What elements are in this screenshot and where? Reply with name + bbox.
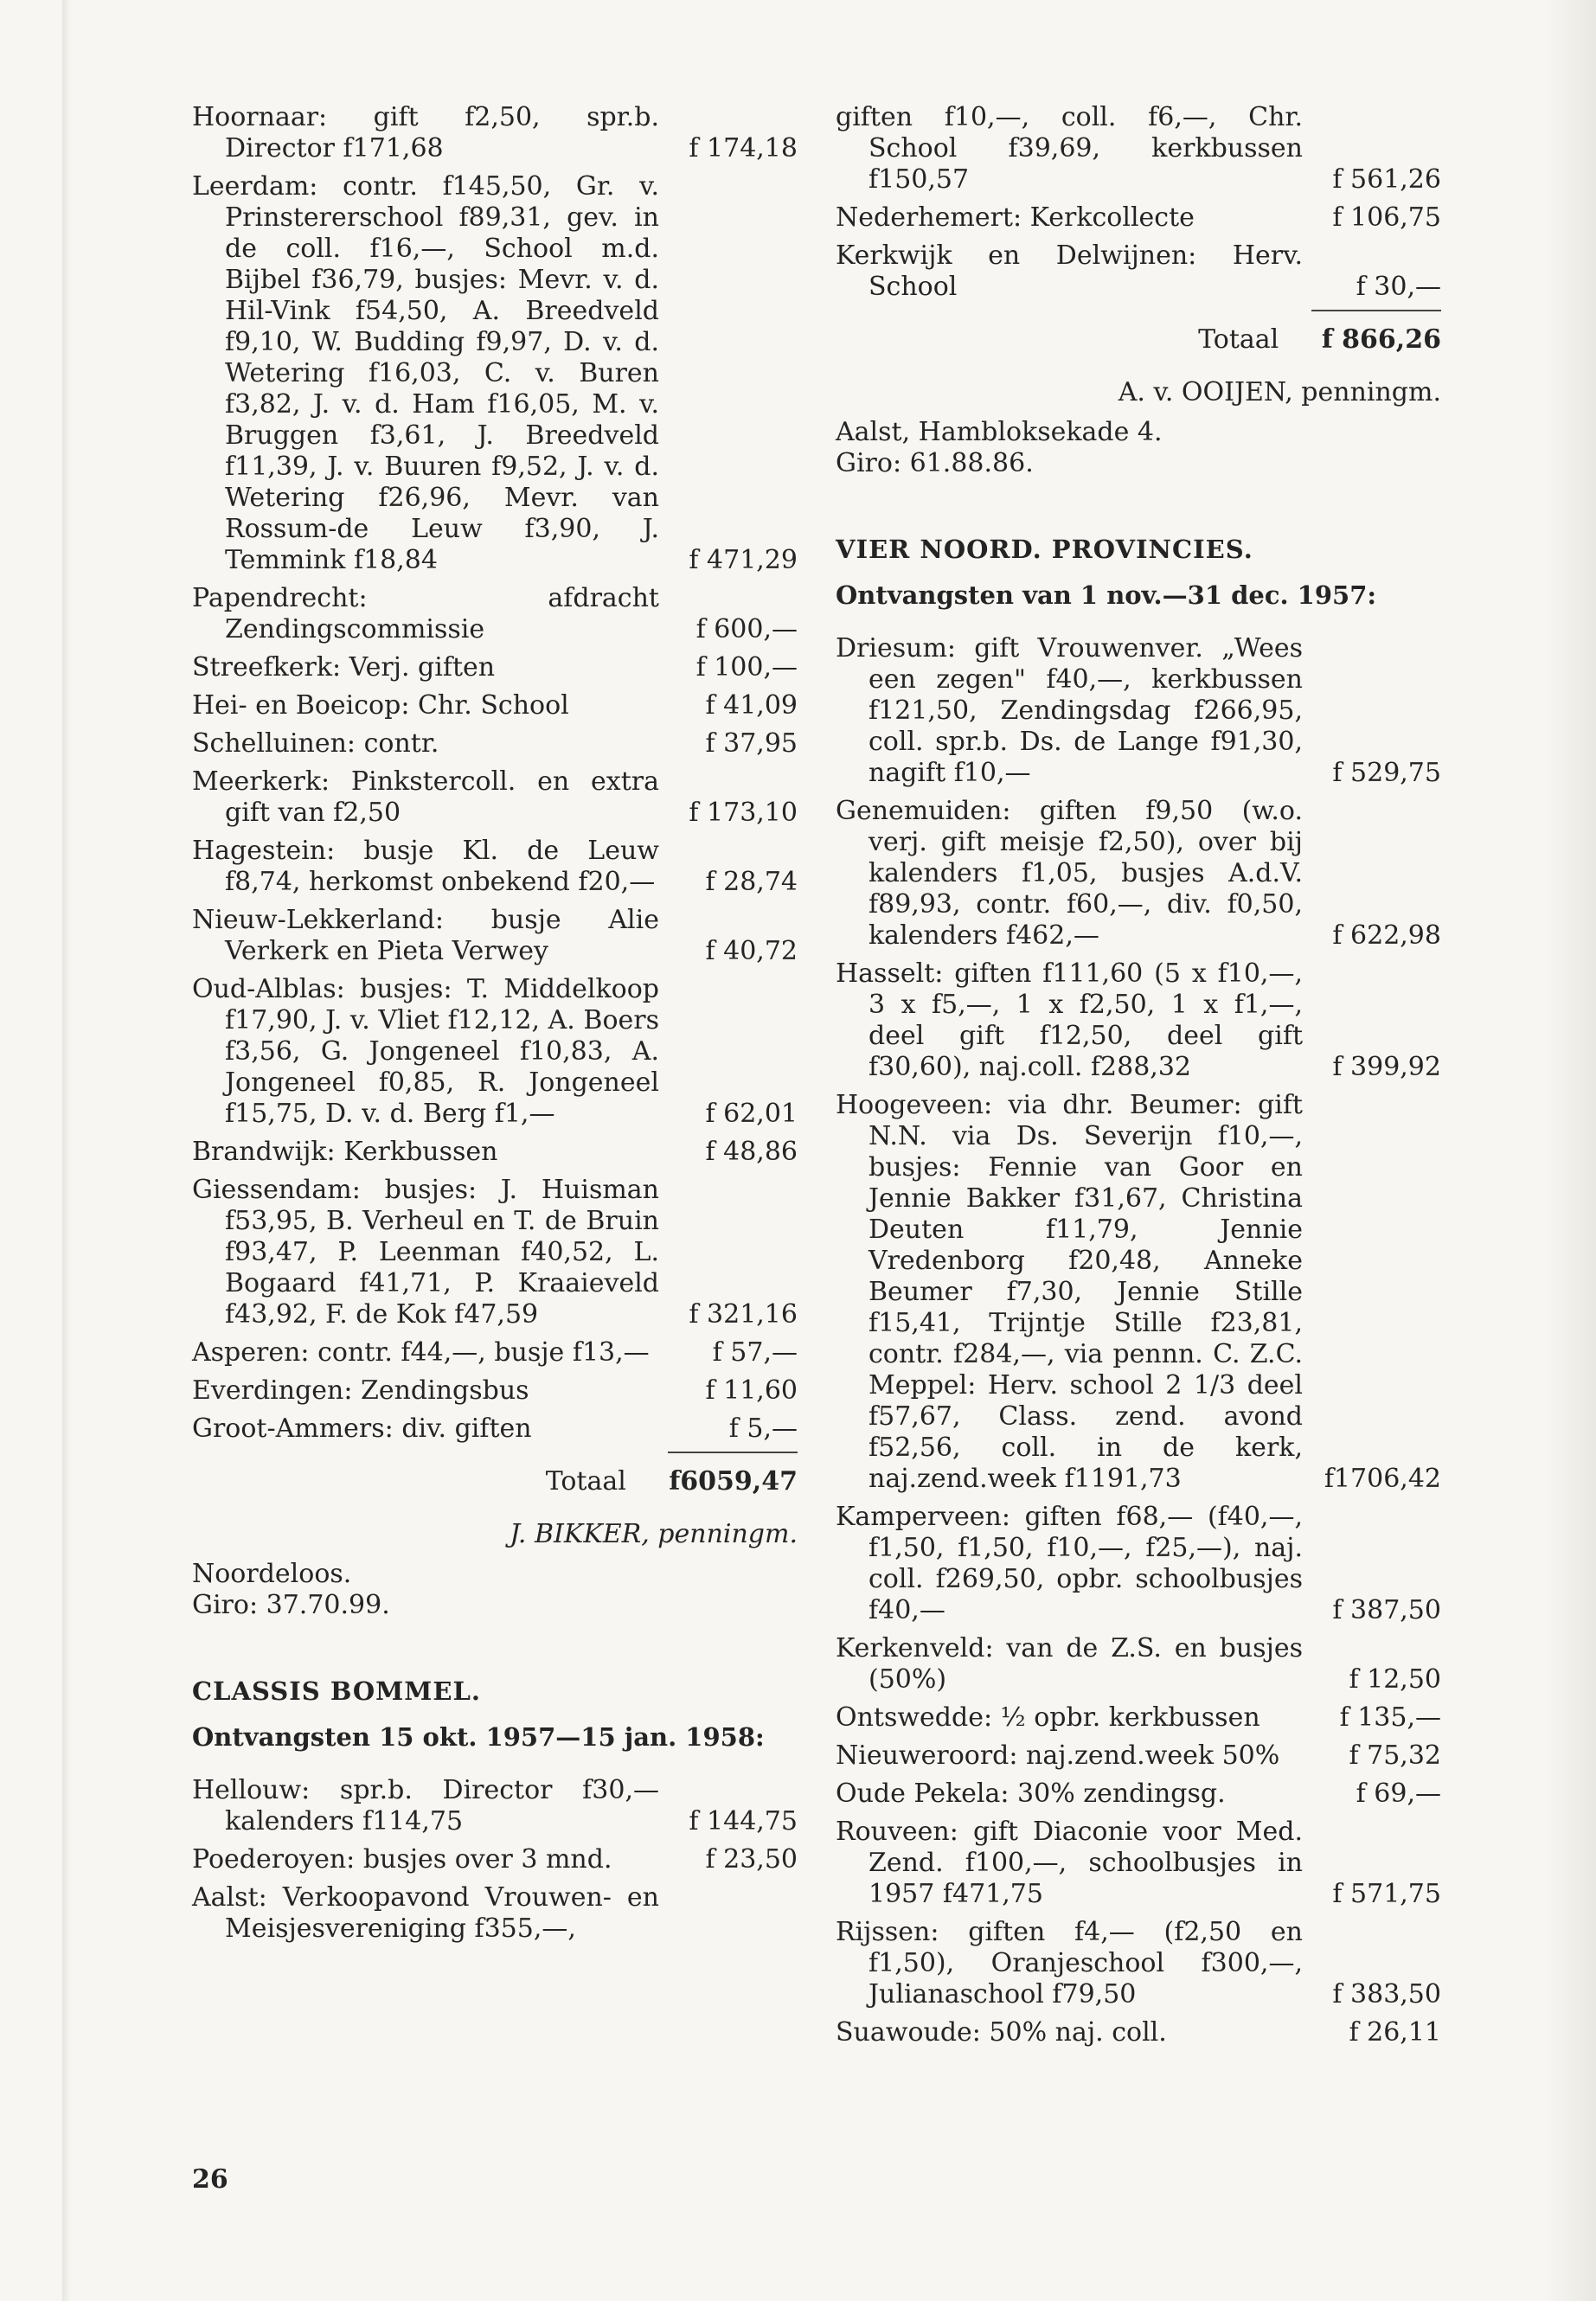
entry-description: Streefkerk: Verj. giften xyxy=(192,652,496,683)
ledger-entry xyxy=(192,974,798,1130)
entry-amount: f 40,72 xyxy=(705,936,798,966)
entry-amount: f 173,10 xyxy=(689,798,798,828)
entry-amount: f 37,95 xyxy=(705,728,798,759)
left-total xyxy=(192,1465,798,1498)
ledger-entry xyxy=(192,1337,798,1368)
ledger-entry xyxy=(836,202,1441,234)
ledger-entry xyxy=(192,1375,798,1407)
page-edge-right xyxy=(1544,0,1596,2301)
entry-amount: f 321,16 xyxy=(689,1299,798,1330)
entry-description: Ontswedde: ½ opbr. kerkbussen xyxy=(836,1702,1260,1733)
ledger-entry xyxy=(192,690,798,721)
entry-description: Rijssen: giften f4,— (f2,50 en f1,50), Oranjeschool f300,—, Julianaschool f79,50 xyxy=(836,1917,1303,2009)
ledger-entry xyxy=(192,766,798,829)
entry-amount: f 11,60 xyxy=(705,1375,798,1406)
total-amount: f 866,26 xyxy=(1321,324,1441,355)
treasurer-signature xyxy=(836,377,1441,408)
page-edge-left xyxy=(62,0,71,2301)
ledger-entry xyxy=(836,1817,1441,1910)
entry-description: Nederhemert: Kerkcollecte xyxy=(836,202,1195,233)
entry-description: Suawoude: 50% naj. coll. xyxy=(836,2017,1167,2048)
ledger-entry xyxy=(836,1917,1441,2010)
ledger-entry xyxy=(836,1702,1441,1734)
left-entries-b xyxy=(192,1775,798,1945)
entry-amount: f 399,92 xyxy=(1332,1052,1441,1082)
entry-amount: f 23,50 xyxy=(705,1844,798,1875)
ledger-entry xyxy=(192,1413,798,1445)
ledger-entry xyxy=(192,1137,798,1168)
entry-amount: f 57,— xyxy=(712,1337,798,1368)
entry-amount: f 48,86 xyxy=(705,1137,798,1167)
section-title: VIER NOORD. PROVINCIES. xyxy=(836,535,1253,564)
treasurer-signature xyxy=(192,1519,798,1550)
total-rule xyxy=(668,1452,798,1453)
entry-description: Aalst: Verkoopavond Vrouwen- en Meisjesvereniging f355,—, xyxy=(192,1882,659,1944)
entry-amount: f 75,32 xyxy=(1349,1740,1441,1771)
entry-amount: f1706,42 xyxy=(1324,1464,1441,1494)
ledger-entry xyxy=(836,1779,1441,1810)
entry-description: Brandwijk: Kerkbussen xyxy=(192,1137,498,1167)
ledger-entry xyxy=(192,171,798,576)
entry-description: Kerkwijk en Delwijnen: Herv. School xyxy=(836,240,1303,302)
ledger-entry xyxy=(836,102,1441,195)
ledger-entry xyxy=(192,905,798,967)
ledger-entry xyxy=(836,1090,1441,1495)
ledger-entry xyxy=(192,652,798,683)
entry-amount: f 41,09 xyxy=(705,690,798,721)
entry-amount: f 135,— xyxy=(1339,1702,1441,1733)
ledger-entry xyxy=(836,1633,1441,1695)
entry-description: Groot-Ammers: div. giften xyxy=(192,1413,532,1444)
ledger-entry xyxy=(192,1844,798,1875)
signature-text: A. v. OOIJEN, penningm. xyxy=(1118,377,1441,407)
ledger-entry xyxy=(836,240,1441,303)
right-entries-a xyxy=(836,102,1441,303)
right-total xyxy=(836,324,1441,356)
address-line: Noordeloos. xyxy=(192,1559,352,1589)
entry-description: Asperen: contr. f44,—, busje f13,— xyxy=(192,1337,650,1368)
entry-amount: f 571,75 xyxy=(1332,1879,1441,1909)
address-line: Aalst, Hambloksekade 4. xyxy=(836,417,1163,447)
entry-description: Everdingen: Zendingsbus xyxy=(192,1375,529,1406)
entry-description: Hei- en Boeicop: Chr. School xyxy=(192,690,569,721)
entry-amount: f 471,29 xyxy=(689,545,798,575)
entry-description: Poederoyen: busjes over 3 mnd. xyxy=(192,1844,612,1875)
giro-line: Giro: 61.88.86. xyxy=(836,448,1034,478)
ledger-entry xyxy=(192,728,798,760)
entry-amount: f 622,98 xyxy=(1332,920,1441,951)
entry-amount: f 62,01 xyxy=(705,1099,798,1129)
entry-description: Meerkerk: Pinkstercoll. en extra gift van f2,50 xyxy=(192,766,659,828)
entry-amount: f 28,74 xyxy=(705,867,798,897)
entry-description: Giessendam: busjes: J. Huisman f53,95, B. Verheul en T. de Bruin f93,47, P. Leenman f40,52, L. Bogaard f41,71, P. Kraaieveld f43,92, F. de Kok f47,59 xyxy=(192,1175,659,1330)
ledger-entry xyxy=(192,836,798,898)
entry-description: Driesum: gift Vrouwenver. „Wees een zegen" f40,—, kerkbussen f121,50, Zendingsdag f266,95, coll. spr.b. Ds. de Lange f91,30, nagift f10,— xyxy=(836,633,1303,788)
ledger-entry xyxy=(192,1882,798,1945)
giro-line: Giro: 37.70.99. xyxy=(192,1590,390,1620)
ledger-entry xyxy=(192,1775,798,1837)
entry-amount: f 600,— xyxy=(695,614,798,644)
total-label: Totaal xyxy=(545,1466,626,1497)
entry-description: Kamperveen: giften f68,— (f40,—, f1,50, f1,50, f10,—, f25,—), naj. coll. f269,50, opbr. schoolbusjes f40,— xyxy=(836,1502,1303,1625)
right-entries-b xyxy=(836,633,1441,2048)
entry-amount: f 26,11 xyxy=(1349,2017,1441,2048)
entry-amount: f 529,75 xyxy=(1332,758,1441,788)
ledger-entry xyxy=(836,633,1441,789)
section-subtitle: Ontvangsten van 1 nov.—31 dec. 1957: xyxy=(836,580,1377,610)
entry-amount: f 106,75 xyxy=(1332,202,1441,233)
entry-description: Hagestein: busje Kl. de Leuw f8,74, herkomst onbekend f20,— xyxy=(192,836,659,897)
entry-description: Leerdam: contr. f145,50, Gr. v. Prinstererschool f89,31, gev. in de coll. f16,—, School m.d. Bijbel f36,79, busjes: Mevr. v. d. Hil-Vink f54,50, A. Breedveld f9,10, W. Budding f9,97, D. v. d. Wetering f16,03, C. v. Buren f3,82, J. v. d. Ham f16,05, M. v. Bruggen f3,61, J. Breedveld f11,39, J. v. Buuren f9,52, J. v. d. Wetering f26,96, Mevr. van Rossum-de Leuw f3,90, J. Temmink f18,84 xyxy=(192,171,659,575)
total-rule xyxy=(1311,310,1441,311)
entry-description: Rouveen: gift Diaconie voor Med. Zend. f100,—, schoolbusjes in 1957 f471,75 xyxy=(836,1817,1303,1909)
address-block xyxy=(836,417,1441,479)
entry-amount: f 383,50 xyxy=(1332,1979,1441,2009)
section-title: CLASSIS BOMMEL. xyxy=(192,1676,481,1706)
entry-description: Papendrecht: afdracht Zendingscommissie xyxy=(192,583,659,644)
entry-amount: f 12,50 xyxy=(1349,1664,1441,1695)
ledger-entry xyxy=(836,1502,1441,1626)
entry-description: Hoornaar: gift f2,50, spr.b. Director f171,68 xyxy=(192,102,659,163)
entry-amount: f 174,18 xyxy=(689,133,798,163)
ledger-entry xyxy=(192,583,798,645)
ledger-entry xyxy=(836,796,1441,952)
section-subtitle: Ontvangsten 15 okt. 1957—15 jan. 1958: xyxy=(192,1722,765,1752)
ledger-entry xyxy=(836,958,1441,1083)
entry-description: Oud-Alblas: busjes: T. Middelkoop f17,90, J. v. Vliet f12,12, A. Boers f3,56, G. Jongeneel f10,83, A. Jongeneel f0,85, R. Jongeneel f15,75, D. v. d. Berg f1,— xyxy=(192,974,659,1129)
entry-amount: f 387,50 xyxy=(1332,1595,1441,1625)
right-column xyxy=(836,102,1441,2055)
entry-amount: f 100,— xyxy=(695,652,798,683)
entry-description: Oude Pekela: 30% zendingsg. xyxy=(836,1779,1226,1809)
address-block xyxy=(192,1559,798,1621)
entry-amount: f 30,— xyxy=(1356,272,1441,302)
entry-description: Hoogeveen: via dhr. Beumer: gift N.N. via Ds. Severijn f10,—, busjes: Fennie van Goor en Jennie Bakker f31,67, Christina Deuten f11,79, Jennie Vredenborg f20,48, Anneke Beumer f7,30, Jennie Stille f15,41, Trijntje Stille f23,81, contr. f284,—, via pennn. C. Z.C. Meppel: Herv. school 2 1/3 deel f57,67, Class. zend. avond f52,56, coll. in de kerk, naj.zend.week f1191,73 xyxy=(836,1090,1303,1494)
entry-description: Kerkenveld: van de Z.S. en busjes (50%) xyxy=(836,1633,1303,1695)
entry-description: Hellouw: spr.b. Director f30,— kalenders f114,75 xyxy=(192,1775,659,1836)
ledger-entry xyxy=(192,1175,798,1330)
entry-description: Hasselt: giften f111,60 (5 x f10,—, 3 x f5,—, 1 x f2,50, 1 x f1,—, deel gift f12,50, deel gift f30,60), naj.coll. f288,32 xyxy=(836,958,1303,1082)
left-entries-a xyxy=(192,102,798,1445)
total-label: Totaal xyxy=(1198,324,1279,355)
entry-description: Nieuw-Lekkerland: busje Alie Verkerk en Pieta Verwey xyxy=(192,905,659,966)
total-amount: f6059,47 xyxy=(669,1466,798,1497)
ledger-entry xyxy=(836,1740,1441,1772)
left-column xyxy=(192,102,798,1952)
page-number: 26 xyxy=(192,2164,228,2195)
entry-description: Genemuiden: giften f9,50 (w.o. verj. gift meisje f2,50), over bij kalenders f1,05, busjes A.d.V. f89,93, contr. f60,—, div. f0,50, kalenders f462,— xyxy=(836,796,1303,951)
ledger-entry xyxy=(836,2017,1441,2048)
entry-amount: f 5,— xyxy=(728,1413,798,1444)
entry-amount: f 561,26 xyxy=(1332,164,1441,195)
entry-description: giften f10,—, coll. f6,—, Chr. School f39,69, kerkbussen f150,57 xyxy=(836,102,1303,195)
signature-text: J. BIKKER, penningm. xyxy=(510,1519,798,1549)
entry-description: Schelluinen: contr. xyxy=(192,728,439,759)
ledger-entry xyxy=(192,102,798,164)
entry-amount: f 69,— xyxy=(1356,1779,1441,1809)
entry-amount: f 144,75 xyxy=(689,1806,798,1836)
entry-description: Nieuweroord: naj.zend.week 50% xyxy=(836,1740,1280,1771)
